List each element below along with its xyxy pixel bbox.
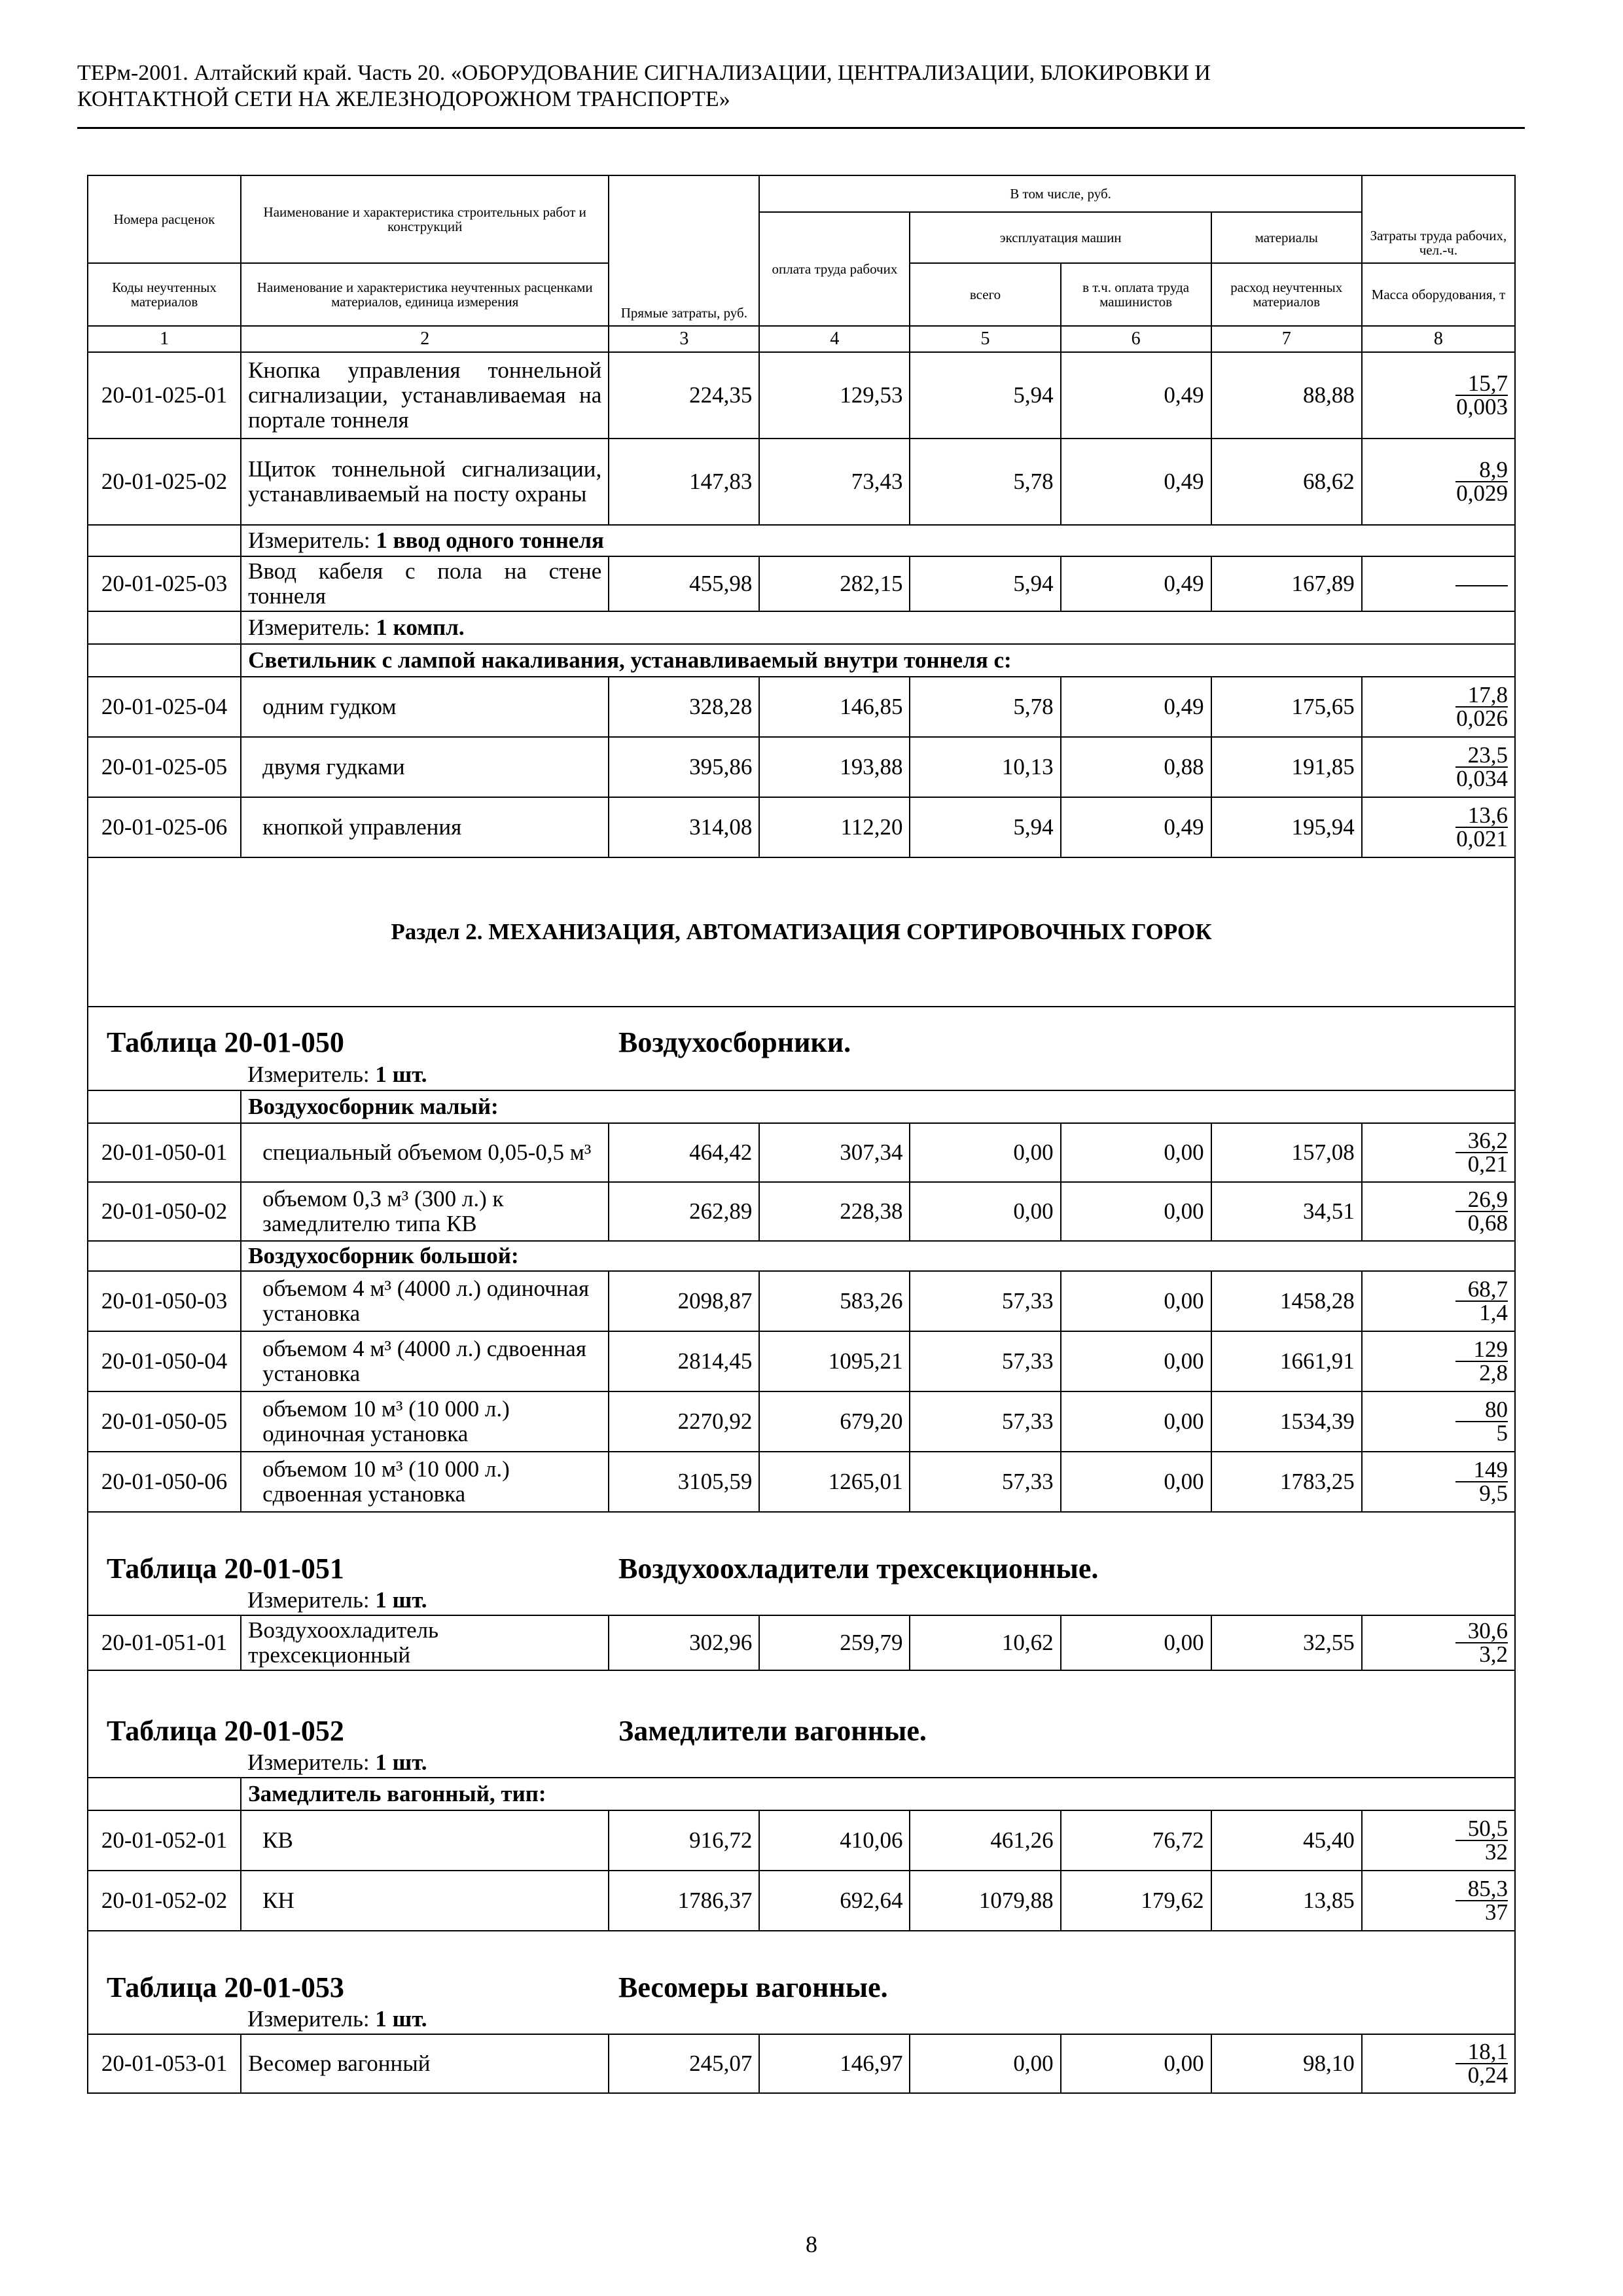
labor-hours: 85,3 (1455, 1878, 1508, 1901)
machine-cost: 5,94 (910, 352, 1060, 439)
rate-code: 20-01-050-05 (88, 1391, 241, 1452)
meter (241, 611, 1515, 644)
machine-cost: 461,26 (910, 1810, 1060, 1871)
equipment-mass: 0,021 (1456, 826, 1508, 852)
equipment-mass: 3,2 (1479, 1641, 1508, 1667)
direct-cost: 3105,59 (609, 1452, 759, 1512)
table-row (88, 677, 1515, 737)
table-title-row (88, 1670, 1515, 1748)
machinist-labor-cost: 0,00 (1061, 1123, 1211, 1182)
labor-cost: 259,79 (759, 1615, 910, 1670)
labor-cost: 129,53 (759, 352, 910, 439)
labor-hours: 80 (1455, 1399, 1508, 1422)
rate-code: 20-01-050-03 (88, 1271, 241, 1331)
fraction (1455, 684, 1508, 730)
machinist-labor-cost: 76,72 (1061, 1810, 1211, 1871)
col2-top-header: Наименование и характеристика строительных работ и конструкций (241, 175, 609, 263)
materials-cost: 13,85 (1211, 1871, 1362, 1931)
machinist-labor-cost: 0,00 (1061, 1271, 1211, 1331)
machine-cost: 0,00 (910, 1123, 1060, 1182)
machinist-labor-cost: 0,49 (1061, 352, 1211, 439)
machine-cost: 0,00 (910, 1182, 1060, 1241)
table-number: Таблица 20-01-050 (107, 1026, 344, 1058)
materials-cost: 167,89 (1211, 556, 1362, 611)
labor-mass-fraction (1362, 1331, 1515, 1391)
fraction (1455, 1459, 1508, 1505)
labor-cost: 307,34 (759, 1123, 910, 1182)
machine-cost: 5,78 (910, 677, 1060, 737)
fraction (1455, 1620, 1508, 1666)
rate-code: 20-01-025-03 (88, 556, 241, 611)
table-title (88, 1007, 1515, 1059)
labor-mass-fraction (1362, 1182, 1515, 1241)
labor-mass-fraction (1362, 1615, 1515, 1670)
equipment-mass: 0,029 (1456, 480, 1508, 506)
direct-cost: 2098,87 (609, 1271, 759, 1331)
direct-cost: 224,35 (609, 352, 759, 439)
table-name: Замедлители вагонные. (618, 1715, 927, 1747)
meter-row (88, 1585, 1515, 1615)
column-numbers-row (88, 326, 1515, 352)
meter (241, 1059, 1515, 1090)
materials-cost: 191,85 (1211, 737, 1362, 797)
labor-hours: 50,5 (1455, 1818, 1508, 1841)
machinist-labor-cost: 0,00 (1061, 1391, 1211, 1452)
rate-code: 20-01-025-02 (88, 439, 241, 525)
materials-cost: 1534,39 (1211, 1391, 1362, 1452)
direct-cost: 328,28 (609, 677, 759, 737)
table-title-row (88, 1512, 1515, 1585)
rate-name: КВ (241, 1810, 609, 1871)
labor-cost: 679,20 (759, 1391, 910, 1452)
materials-cost: 88,88 (1211, 352, 1362, 439)
equipment-mass: 0,003 (1456, 394, 1508, 420)
table-row (88, 1810, 1515, 1871)
rate-code: 20-01-053-01 (88, 2034, 241, 2093)
materials-cost: 1783,25 (1211, 1452, 1362, 1512)
materials-cost: 157,08 (1211, 1123, 1362, 1182)
meter-row (88, 1059, 1515, 1090)
meter-value: 1 шт. (375, 1587, 427, 1613)
table-name: Весомеры вагонные. (618, 1971, 888, 2003)
table-title-row (88, 1007, 1515, 1059)
labor-hours: 15,7 (1455, 372, 1508, 396)
table-row (88, 1182, 1515, 1241)
table-title (88, 1931, 1515, 2004)
group-row (88, 644, 1515, 677)
table-row (88, 797, 1515, 857)
header-line-1: ТЕРм-2001. Алтайский край. Часть 20. «ОБОРУДОВАНИЕ СИГНАЛИЗАЦИИ, ЦЕНТРАЛИЗАЦИИ, БЛОКИРОВКИ И (77, 61, 1211, 85)
col-number: 4 (759, 326, 910, 352)
empty-cell (88, 1748, 241, 1778)
table-row (88, 2034, 1515, 2093)
equipment-mass: 1,4 (1479, 1300, 1508, 1325)
fraction (1455, 1130, 1508, 1175)
labor-hours: 36,2 (1455, 1130, 1508, 1153)
rate-code: 20-01-050-04 (88, 1331, 241, 1391)
col3-header: Прямые затраты, руб. (609, 175, 759, 326)
direct-cost: 2814,45 (609, 1331, 759, 1391)
table-name: Воздухосборники. (618, 1026, 851, 1058)
labor-mass-fraction (1362, 1271, 1515, 1331)
col-number: 1 (88, 326, 241, 352)
rate-name: объемом 0,3 м³ (300 л.) к замедлителю типа КВ (241, 1182, 609, 1241)
table-title (88, 1512, 1515, 1585)
table-row (88, 1391, 1515, 1452)
direct-cost: 147,83 (609, 439, 759, 525)
labor-mass-fraction (1362, 1452, 1515, 1512)
col4-header: оплата труда рабочих (759, 212, 910, 326)
meter-label: Измеритель: (247, 1587, 376, 1613)
col-number: 7 (1211, 326, 1362, 352)
running-header (77, 60, 1525, 113)
empty-cell (88, 1241, 241, 1271)
machinist-labor-cost: 0,00 (1061, 1615, 1211, 1670)
labor-cost: 1095,21 (759, 1331, 910, 1391)
fraction (1455, 585, 1508, 586)
machinist-labor-cost: 0,49 (1061, 677, 1211, 737)
col-number: 2 (241, 326, 609, 352)
direct-cost: 302,96 (609, 1615, 759, 1670)
labor-cost: 73,43 (759, 439, 910, 525)
meter (241, 1585, 1515, 1615)
group-heading-text: Светильник с лампой накаливания, устанавливаемый внутри тоннеля с: (248, 647, 1012, 673)
labor-hours: 149 (1455, 1459, 1508, 1482)
empty-cell (88, 611, 241, 644)
labor-mass-fraction (1362, 439, 1515, 525)
rate-name: объемом 10 м³ (10 000 л.) одиночная установка (241, 1391, 609, 1452)
rate-code: 20-01-050-02 (88, 1182, 241, 1241)
rate-name: объемом 4 м³ (4000 л.) сдвоенная установка (241, 1331, 609, 1391)
labor-hours: 8,9 (1455, 459, 1508, 482)
fraction (1455, 372, 1508, 418)
machinist-labor-cost: 0,00 (1061, 1452, 1211, 1512)
machine-cost: 5,94 (910, 797, 1060, 857)
machine-cost: 10,13 (910, 737, 1060, 797)
fraction (1455, 1189, 1508, 1234)
labor-hours (1455, 585, 1508, 586)
rate-name: Ввод кабеля с пола на стене тоннеля (241, 556, 609, 611)
equipment-mass: 0,68 (1467, 1210, 1508, 1236)
table-title-row (88, 1931, 1515, 2004)
section-row (88, 857, 1515, 1007)
empty-cell (88, 1778, 241, 1810)
direct-cost: 245,07 (609, 2034, 759, 2093)
meter-label: Измеритель: (248, 528, 376, 553)
materials-cost: 175,65 (1211, 677, 1362, 737)
fraction (1455, 744, 1508, 790)
machine-cost: 5,78 (910, 439, 1060, 525)
machinist-labor-cost: 0,49 (1061, 556, 1211, 611)
materials-cost: 34,51 (1211, 1182, 1362, 1241)
equipment-mass: 2,8 (1479, 1360, 1508, 1386)
equipment-mass: 37 (1485, 1899, 1508, 1925)
rate-name: Кнопка управления тоннельной сигнализации, устанавливаемая на портале тоннеля (241, 352, 609, 439)
rate-code: 20-01-051-01 (88, 1615, 241, 1670)
rate-code: 20-01-050-01 (88, 1123, 241, 1182)
rate-name: объемом 10 м³ (10 000 л.) сдвоенная установка (241, 1452, 609, 1512)
labor-hours: 13,6 (1455, 804, 1508, 828)
machine-cost: 5,94 (910, 556, 1060, 611)
rate-name: кнопкой управления (241, 797, 609, 857)
direct-cost: 314,08 (609, 797, 759, 857)
rates-table (87, 175, 1516, 2094)
rate-name: Щиток тоннельной сигнализации, устанавливаемый на посту охраны (241, 439, 609, 525)
equipment-mass: 32 (1485, 1839, 1508, 1865)
meter (241, 1748, 1515, 1778)
fraction (1455, 2041, 1508, 2087)
table-number: Таблица 20-01-053 (107, 1971, 344, 2003)
direct-cost: 1786,37 (609, 1871, 759, 1931)
machinist-labor-cost: 179,62 (1061, 1871, 1211, 1931)
empty-cell (88, 1059, 241, 1090)
empty-cell (88, 644, 241, 677)
fraction (1455, 1399, 1508, 1444)
labor-mass-fraction (1362, 677, 1515, 737)
machinist-labor-cost: 0,00 (1061, 1182, 1211, 1241)
labor-cost: 410,06 (759, 1810, 910, 1871)
equipment-mass: 0,026 (1456, 706, 1508, 731)
equipment-mass: 0,21 (1467, 1151, 1508, 1177)
rate-code: 20-01-052-01 (88, 1810, 241, 1871)
labor-mass-fraction (1362, 352, 1515, 439)
rate-name: одним гудком (241, 677, 609, 737)
labor-hours: 17,8 (1455, 684, 1508, 708)
table-row (88, 737, 1515, 797)
labor-mass-fraction (1362, 1123, 1515, 1182)
rate-code: 20-01-052-02 (88, 1871, 241, 1931)
direct-cost: 916,72 (609, 1810, 759, 1871)
labor-mass-fraction (1362, 1391, 1515, 1452)
table-row (88, 556, 1515, 611)
group-row (88, 1778, 1515, 1810)
group-heading-text: Воздухосборник большой: (248, 1243, 519, 1268)
table-name: Воздухоохладители трехсекционные. (618, 1552, 1099, 1585)
labor-mass-fraction (1362, 2034, 1515, 2093)
labor-cost: 228,38 (759, 1182, 910, 1241)
labor-hours: 23,5 (1455, 744, 1508, 768)
equipment-mass: 0,034 (1456, 766, 1508, 791)
direct-cost: 395,86 (609, 737, 759, 797)
materials-header: материалы (1211, 212, 1362, 263)
group-heading (241, 1090, 1515, 1123)
machinist-labor-cost: 0,49 (1061, 439, 1211, 525)
labor-mass-fraction (1362, 1871, 1515, 1931)
meter-value: 1 шт. (375, 1061, 427, 1087)
empty-cell (88, 2004, 241, 2034)
labor-hours: 68,7 (1455, 1278, 1508, 1302)
materials-cost: 1458,28 (1211, 1271, 1362, 1331)
header-rule (77, 127, 1525, 129)
group-heading (241, 1241, 1515, 1271)
fraction (1455, 459, 1508, 505)
direct-cost: 455,98 (609, 556, 759, 611)
labor-cost: 146,85 (759, 677, 910, 737)
table-number: Таблица 20-01-052 (107, 1715, 344, 1747)
rate-code: 20-01-025-05 (88, 737, 241, 797)
meter-label: Измеритель: (247, 1749, 376, 1775)
meter-value: 1 ввод одного тоннеля (376, 528, 604, 553)
meter-row (88, 611, 1515, 644)
table-row (88, 352, 1515, 439)
labor-cost: 193,88 (759, 737, 910, 797)
meter-row (88, 525, 1515, 556)
col5-header: всего (910, 263, 1060, 326)
labor-cost: 146,97 (759, 2034, 910, 2093)
group-heading-text: Замедлитель вагонный, тип: (248, 1781, 546, 1806)
labor-cost: 692,64 (759, 1871, 910, 1931)
col6-header: в т.ч. оплата труда машинистов (1061, 263, 1211, 326)
machinist-labor-cost: 0,49 (1061, 797, 1211, 857)
empty-cell (88, 525, 241, 556)
machine-cost: 57,33 (910, 1271, 1060, 1331)
col-number: 3 (609, 326, 759, 352)
meter-label: Измеритель: (248, 615, 376, 640)
group-row (88, 1090, 1515, 1123)
materials-cost: 195,94 (1211, 797, 1362, 857)
group-heading (241, 1778, 1515, 1810)
col1-bottom-header: Коды неучтенных материалов (88, 263, 241, 326)
col8-bottom-header: Масса оборудования, т (1362, 263, 1515, 326)
col-number: 5 (910, 326, 1060, 352)
rate-code: 20-01-025-01 (88, 352, 241, 439)
meter-label: Измеритель: (247, 1061, 376, 1087)
table-row (88, 1871, 1515, 1931)
group-heading (241, 644, 1515, 677)
labor-cost: 1265,01 (759, 1452, 910, 1512)
equipment-mass: 0,24 (1467, 2062, 1508, 2088)
empty-cell (88, 1585, 241, 1615)
direct-cost: 262,89 (609, 1182, 759, 1241)
labor-cost: 583,26 (759, 1271, 910, 1331)
machine-cost: 0,00 (910, 2034, 1060, 2093)
header-line-2: КОНТАКТНОЙ СЕТИ НА ЖЕЛЕЗНОДОРОЖНОМ ТРАНСПОРТЕ» (77, 87, 730, 111)
materials-cost: 32,55 (1211, 1615, 1362, 1670)
rate-code: 20-01-025-06 (88, 797, 241, 857)
fraction (1455, 1278, 1508, 1324)
group-header: В том числе, руб. (759, 175, 1361, 212)
rate-name: Воздухоохладитель трехсекционный (241, 1615, 609, 1670)
page-number: 8 (806, 2231, 817, 2257)
labor-hours: 18,1 (1455, 2041, 1508, 2064)
machinist-labor-cost: 0,88 (1061, 737, 1211, 797)
meter-label: Измеритель: (247, 2005, 376, 2032)
equipment-mass: 9,5 (1479, 1480, 1508, 1506)
labor-mass-fraction (1362, 556, 1515, 611)
machine-cost: 1079,88 (910, 1871, 1060, 1931)
materials-cost: 1661,91 (1211, 1331, 1362, 1391)
rate-name: объемом 4 м³ (4000 л.) одиночная установка (241, 1271, 609, 1331)
direct-cost: 2270,92 (609, 1391, 759, 1452)
meter-value: 1 шт. (375, 1749, 427, 1775)
labor-cost: 282,15 (759, 556, 910, 611)
table-row (88, 1123, 1515, 1182)
materials-cost: 68,62 (1211, 439, 1362, 525)
group-row (88, 1241, 1515, 1271)
fraction (1455, 804, 1508, 850)
labor-mass-fraction (1362, 797, 1515, 857)
direct-cost: 464,42 (609, 1123, 759, 1182)
table-number: Таблица 20-01-051 (107, 1552, 344, 1585)
meter (241, 2004, 1515, 2034)
fraction (1455, 1818, 1508, 1863)
materials-cost: 45,40 (1211, 1810, 1362, 1871)
rate-code: 20-01-050-06 (88, 1452, 241, 1512)
materials-cost: 98,10 (1211, 2034, 1362, 2093)
machine-cost: 57,33 (910, 1331, 1060, 1391)
fraction (1455, 1878, 1508, 1924)
machinist-labor-cost: 0,00 (1061, 1331, 1211, 1391)
table-title (88, 1670, 1515, 1748)
table-row (88, 1331, 1515, 1391)
machine-cost: 10,62 (910, 1615, 1060, 1670)
table-row (88, 1452, 1515, 1512)
col1-top-header: Номера расценок (88, 175, 241, 263)
col-number: 6 (1061, 326, 1211, 352)
labor-hours: 26,9 (1455, 1189, 1508, 1212)
machine-cost: 57,33 (910, 1391, 1060, 1452)
machinist-labor-cost: 0,00 (1061, 2034, 1211, 2093)
section-title: Раздел 2. МЕХАНИЗАЦИЯ, АВТОМАТИЗАЦИЯ СОРТИРОВОЧНЫХ ГОРОК (88, 857, 1515, 1007)
labor-mass-fraction (1362, 1810, 1515, 1871)
labor-mass-fraction (1362, 737, 1515, 797)
meter-row (88, 2004, 1515, 2034)
fraction (1455, 1338, 1508, 1384)
labor-cost: 112,20 (759, 797, 910, 857)
table-row (88, 439, 1515, 525)
col7-header: расход неучтенных материалов (1211, 263, 1362, 326)
rate-name: специальный объемом 0,05-0,5 м³ (241, 1123, 609, 1182)
table-row (88, 1271, 1515, 1331)
empty-cell (88, 1090, 241, 1123)
equipment-mass: 5 (1496, 1420, 1508, 1446)
col-number: 8 (1362, 326, 1515, 352)
machines-header: эксплуатация машин (910, 212, 1211, 263)
labor-hours: 129 (1455, 1338, 1508, 1362)
meter-row (88, 1748, 1515, 1778)
header-row-1 (88, 175, 1515, 212)
col8-top-header: Затраты труда рабочих, чел.-ч. (1362, 175, 1515, 263)
machine-cost: 57,33 (910, 1452, 1060, 1512)
rate-name: двумя гудками (241, 737, 609, 797)
table-row (88, 1615, 1515, 1670)
meter (241, 525, 1515, 556)
meter-value: 1 шт. (375, 2005, 427, 2032)
meter-value: 1 компл. (376, 615, 465, 640)
rate-code: 20-01-025-04 (88, 677, 241, 737)
rate-name: Весомер вагонный (241, 2034, 609, 2093)
group-heading-text: Воздухосборник малый: (248, 1094, 499, 1119)
labor-hours: 30,6 (1455, 1620, 1508, 1643)
col2-bottom-header: Наименование и характеристика неучтенных расценками материалов, единица измерения (241, 263, 609, 326)
rate-name: КН (241, 1871, 609, 1931)
